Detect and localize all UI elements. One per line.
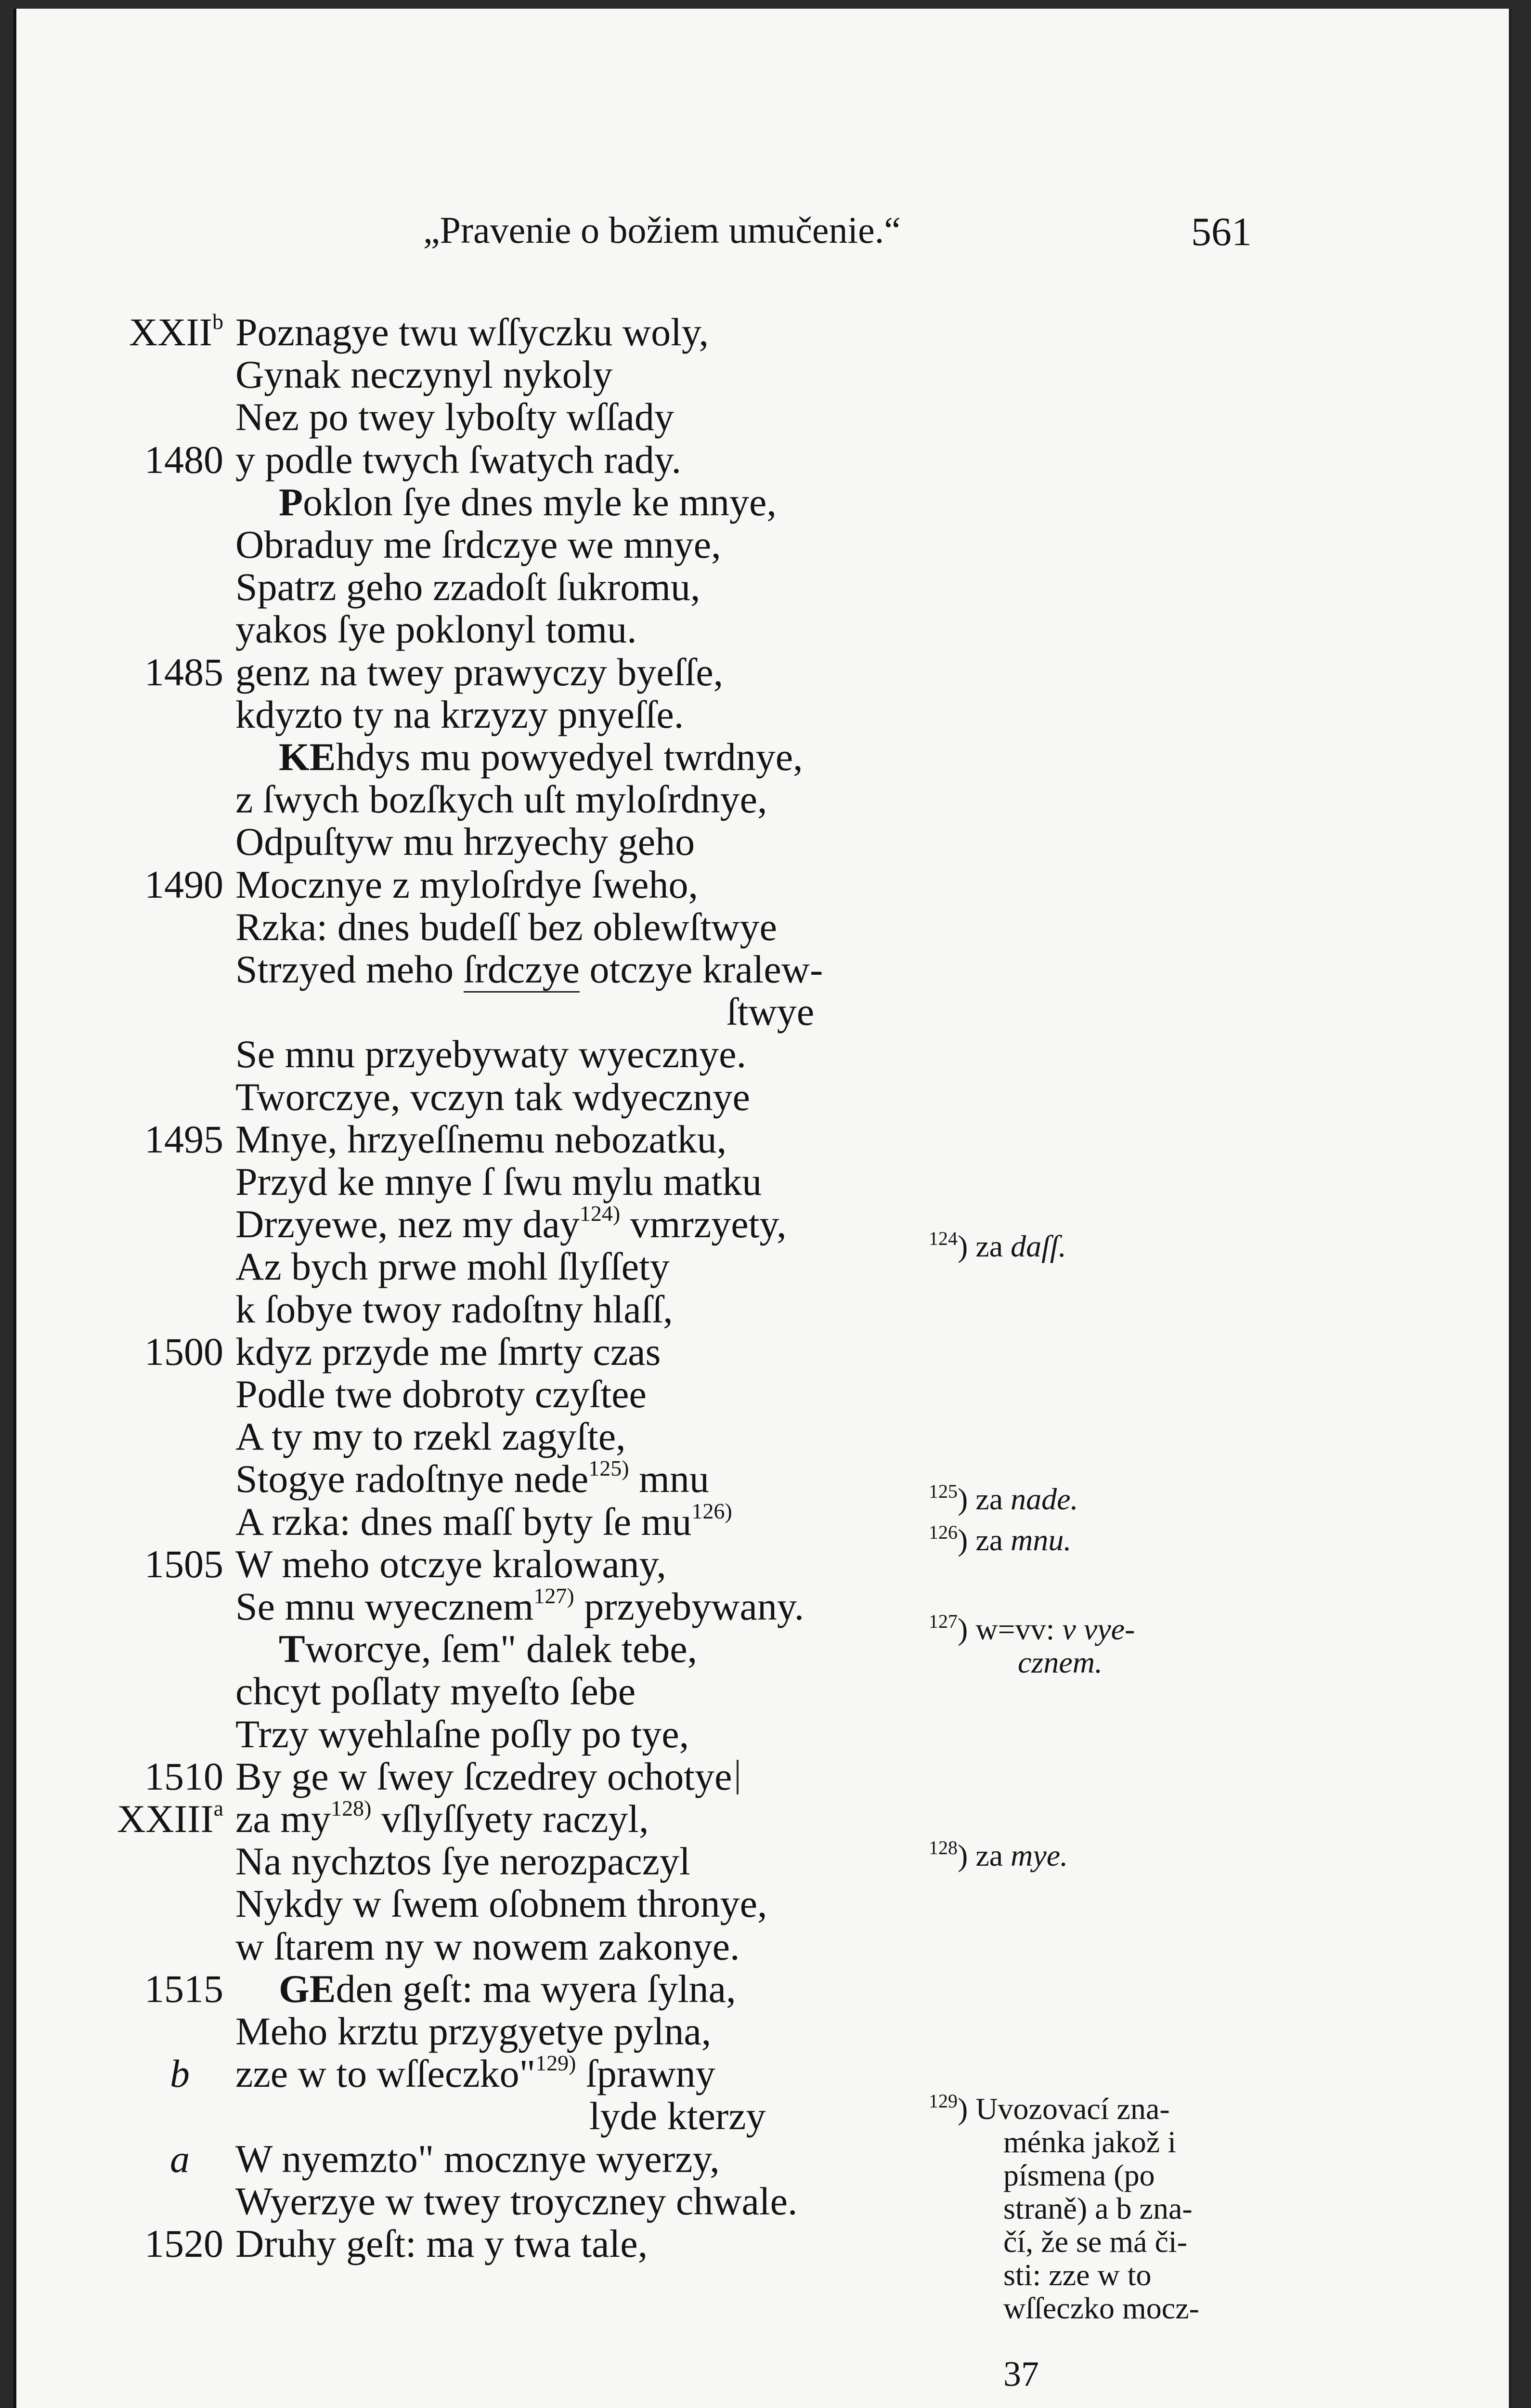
verse-line (16, 1074, 979, 1117)
line-number: 1505 (144, 1542, 223, 1586)
footnote-ref: 126) (691, 1498, 732, 1523)
signature-mark: 37 (1003, 2355, 1039, 2394)
verse-text-line: Wyerzye w twey troyczney chwale. (235, 2179, 798, 2223)
footnote-text: straně) a b zna- (1003, 2191, 1193, 2225)
verse-line (16, 1754, 979, 1796)
verse-line (16, 1712, 979, 1754)
footnote-ref: 128) (331, 1796, 372, 1820)
verse-line (16, 480, 979, 522)
document-page (13, 9, 1512, 2408)
verse-text-line: zze w to wſſeczko"$^{129)}$ ſprawny (235, 2051, 715, 2096)
footnote-126: $^{126}$) za mnu. (929, 1521, 1072, 1557)
verse-text-line: Druhy geſt: ma y twa tale, (235, 2222, 648, 2265)
line-number: a (170, 2136, 190, 2181)
verse-text-line: Nez po twey lyboſty wſſady (235, 395, 674, 439)
footnote-number: 129 (929, 2090, 958, 2112)
footnote-124: $^{124}$) za daſſ. (929, 1228, 1066, 1263)
verse-text-line: chcyt poſlaty myeſto ſebe (235, 1669, 636, 1714)
verse-line (16, 862, 979, 904)
verse-line (16, 1329, 979, 1372)
line-number: b (170, 2052, 190, 2096)
verse-line (16, 1796, 979, 1839)
verse-line (16, 1117, 979, 1159)
running-title: „Pravenie o božiem umučenie.“ (423, 209, 901, 251)
footnote-text: ménka jakož i (1003, 2125, 1176, 2159)
footnote-125: $^{125}$) za nade. (929, 1480, 1078, 1516)
verse-text-line: Mocznye z myloſrdye ſweho, (235, 862, 698, 906)
verse-text-line: Poklon ſye dnes myle ke mnye, (279, 480, 777, 524)
verse-line (16, 352, 979, 397)
verse-text-line: kdyz przyde me ſmrty czas (235, 1329, 661, 1374)
footnote-129: $^{129}$) Uvozovací zna- ménka jakož i písmena (po straně) a b zna- čí, že se má či- sti: zze w to wſſeczko mocz- (929, 2084, 1275, 2325)
footnote-text: wſſeczko mocz- (1003, 2291, 1199, 2325)
verse-text-line: W meho otczye kralowany, (235, 1542, 666, 1586)
page-number: 561 (1191, 209, 1252, 254)
verse-line (16, 989, 979, 1032)
verse-line (16, 1669, 979, 1714)
verse-text-line: Nykdy w ſwem oſobnem thronye, (235, 1882, 767, 1926)
verse-text-line: lyde kterzy (589, 2094, 766, 2138)
verse-text-line: yakos ſye poklonyl tomu. (235, 607, 637, 652)
verse-line (16, 1924, 979, 1966)
verse-text-line: w ſtarem ny w nowem zakonye. (235, 1924, 740, 1968)
column-marker: XXII$^b$ (129, 309, 223, 354)
verse-text-line: Se mnu wyecznem$^{127)}$ przyebywany. (235, 1584, 804, 1628)
verse-text-line: genz na twey prawyczy byeſſe, (235, 650, 724, 694)
verse-text-line: Tworczye, vczyn tak wdyecznye (235, 1074, 750, 1119)
verse-text-line: Se mnu przyebywaty wyecznye. (235, 1032, 747, 1076)
footnote-128: $^{128}$) za mye. (929, 1837, 1068, 1872)
line-number: 1515 (144, 1966, 223, 2011)
verse-text-line: ſtwye (727, 990, 815, 1034)
verse-line (16, 1499, 979, 1542)
running-header (16, 209, 1509, 266)
verse-text-line: Spatrz geho zzadoſt ſukromu, (235, 565, 701, 609)
verse-text-line: Rzka: dnes budeſſ bez oblewſtwye (235, 904, 777, 949)
verse-line (16, 2009, 979, 2051)
verse-text-line: z ſwych bozſkych uſt myloſrdnye, (235, 777, 767, 822)
verse-text-line: Drzyewe, nez my day$^{124)}$ vmrzyety, (235, 1201, 787, 1246)
verse-line (16, 777, 979, 822)
verse-line (16, 607, 979, 652)
verse-text-line: Tworcye, ſem" dalek tebe, (279, 1627, 698, 1671)
verse-text-line: GEden geſt: ma wyera ſylna, (279, 1966, 736, 2011)
footnote-ref: 124) (579, 1201, 621, 1226)
verse-text-line: y podle twych ſwatych rady. (235, 437, 682, 482)
line-number: 1485 (144, 650, 223, 694)
verse-line (16, 1244, 979, 1289)
footnote-text: písmena (po (1003, 2158, 1155, 2192)
verse-text-line: Gynak neczynyl nykoly (235, 353, 613, 397)
line-number: 1520 (144, 2222, 223, 2265)
verse-line (16, 394, 979, 437)
verse-line (16, 1287, 979, 1329)
verse-line (16, 2136, 979, 2179)
verse-line (16, 2094, 979, 2136)
verse-text-line: Az bych prwe mohl ſlyſſety (235, 1244, 670, 1289)
verse-text-line: Stogye radoſtnye nede$^{125)}$ mnu (235, 1456, 709, 1501)
verse-text-line: Mnye, hrzyeſſnemu nebozatku, (235, 1117, 727, 1161)
verse-text-line: W nyemztо" mocznye wyerzy, (235, 2136, 720, 2181)
verse-text-line: Podle twe dobroty czyſtee (235, 1372, 647, 1416)
verse-line (16, 1414, 979, 1459)
verse-text-line: kdyzto ty na krzyzy pnyeſſe. (235, 692, 684, 736)
column-marker: XXIII$^a$ (117, 1796, 223, 1841)
verse-text-line: k ſobye twoy radoſtny hlaſſ, (235, 1287, 673, 1331)
verse-line (16, 2221, 979, 2264)
verse-line (16, 1839, 979, 1884)
footnote-ref: 129) (535, 2051, 576, 2076)
verse-line (16, 1202, 979, 1244)
verse-line (16, 692, 979, 734)
line-number: 1480 (144, 437, 223, 482)
verse-line (16, 437, 979, 480)
line-number: 1500 (144, 1329, 223, 1374)
verse-line (16, 1881, 979, 1924)
verse-line (16, 2051, 979, 2094)
verse-text-line: Strzyed meho ſrdczye otczye kralew- (235, 947, 823, 992)
verse-line (16, 2179, 979, 2221)
verse-text-line: Przyd ke mnye ſ ſwu mylu matku (235, 1160, 762, 1204)
verse-text-line: Meho krztu przygyetye pylna, (235, 2009, 712, 2053)
footnote-127: $^{127}$) w=vv: v vye- (929, 1610, 1135, 1646)
verse-line (16, 1456, 979, 1499)
verse-line (16, 564, 979, 607)
footnote-text: Uvozovací zna- (975, 2092, 1170, 2126)
verse-text-line: A ty my to rzekl zagyſte, (235, 1414, 626, 1459)
verse-line (16, 734, 979, 777)
verse-line (16, 1032, 979, 1074)
verse-text-line: Trzy wyehlaſne poſly po tye, (235, 1712, 689, 1756)
verse-line (16, 1966, 979, 2009)
verse-line (16, 1372, 979, 1414)
verse-text-line: A rzka: dnes maſſ byty ſe mu$^{126)}$ (235, 1498, 732, 1544)
line-number: 1490 (144, 862, 223, 906)
verse-line (16, 1159, 979, 1202)
verse-line (16, 1584, 979, 1626)
footnote-ref: 127) (533, 1584, 574, 1608)
verse-text-line: Obraduy me ſrdczye we mnye, (235, 523, 721, 566)
verse-text-line: Na nychztos ſye nerozpaczyl (235, 1839, 690, 1884)
verse-line (16, 310, 979, 352)
verse-line (16, 819, 979, 862)
verse-line (16, 904, 979, 947)
verse-line (16, 522, 979, 564)
verse-text-line: za my$^{128)}$ vſlyſſyety raczyl, (235, 1796, 649, 1841)
footnote-text: čí, že se má či- (1003, 2225, 1187, 2259)
footnote-text: sti: zze w to (1003, 2258, 1152, 2292)
verse-text-line: KEhdys mu powyedyel twrdnye, (279, 735, 803, 779)
verse-line (16, 650, 979, 692)
footnote-ref: 125) (588, 1456, 629, 1481)
line-number: 1495 (144, 1117, 223, 1161)
footnote-continuation: cznem. (1018, 1645, 1103, 1679)
verse-line (16, 1542, 979, 1584)
verse-line (16, 1626, 979, 1669)
verse-line (16, 947, 979, 989)
verse-text-line: Poznagye twu wſſyczku woly, (235, 310, 709, 354)
verse-text-line: By ge w ſwey ſczedrey ochotye (235, 1754, 739, 1799)
line-number: 1510 (144, 1754, 223, 1798)
verse-text-line: Odpuſtyw mu hrzyechy geho (235, 820, 695, 864)
